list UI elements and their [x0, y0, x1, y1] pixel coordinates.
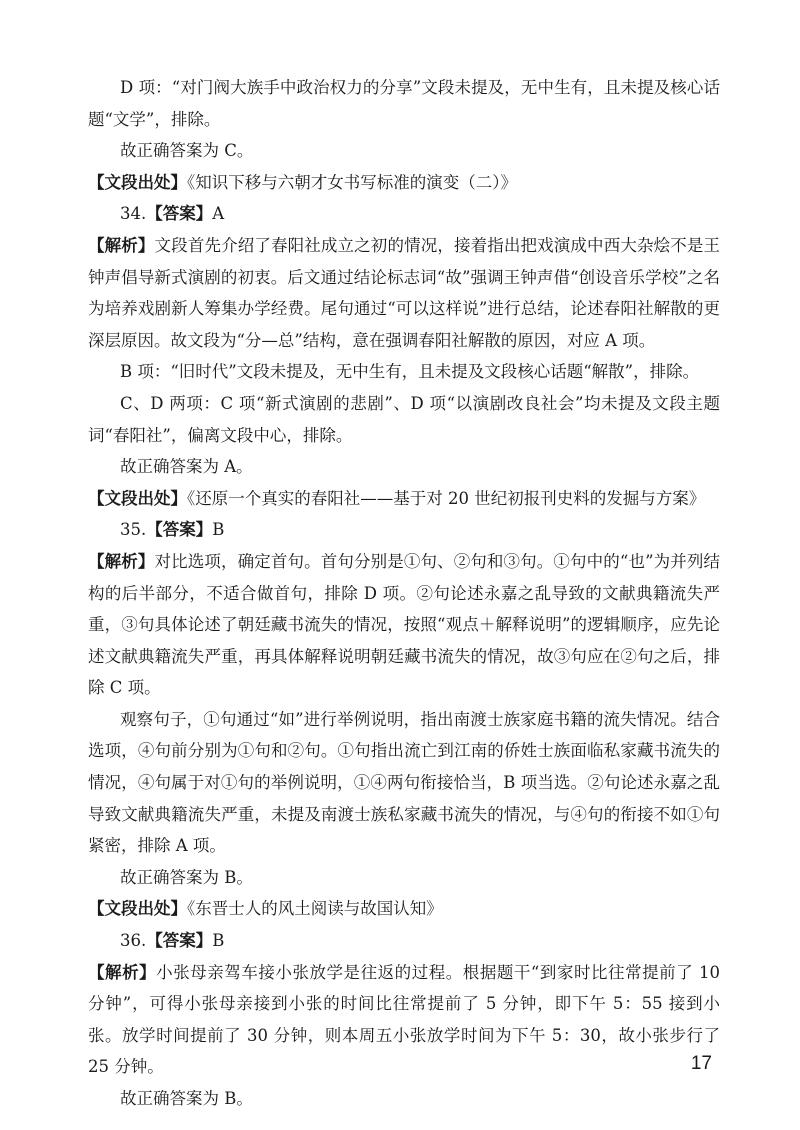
source-line — [88, 483, 720, 515]
page-number: 17 — [690, 1053, 712, 1074]
paragraph: 观察句子，①句通过“如”进行举例说明，指出南渡士族家庭书籍的流失情况。结合选项，④句前分别为①句和②句。①句指出流亡到江南的侨姓士族面临私家藏书流失的情况，④句属于对①句的举例说明，①④两句衔接恰当，B 项当选。②句论述永嘉之乱导致文献典籍流失严重，未提及南渡士族私家藏书流失的情况，与④句的衔接不如①句紧密，排除 A 项。 — [88, 709, 720, 856]
answer-label: 【答案】 — [146, 204, 213, 224]
paragraph: B 项：“旧时代”文段未提及，无中生有，且未提及文段核心话题“解散”，排除。 — [120, 362, 700, 382]
source-label: 【文段出处】 — [88, 899, 187, 919]
paragraph: 故正确答案为 B。 — [120, 1089, 253, 1108]
answer-value: A — [212, 204, 225, 224]
source-title: 《知识下移与六朝才女书写标准的演变（二）》 — [187, 172, 517, 192]
paragraph: D 项：“对门阀大族手中政治权力的分享”文段未提及，无中生有，且未提及核心话题“文学”，排除。 — [88, 78, 720, 129]
source-line — [88, 893, 720, 925]
answer-line — [88, 198, 720, 230]
analysis-text: 对比选项，确定首句。首句分别是①句、②句和③句。①句中的“也”为并列结构的后半部分，不适合做首句，排除 D 项。②句论述永嘉之乱导致的文献典籍流失严重，③句具体论述了朝廷藏书流失的情况，按照“观点＋解释说明”的逻辑顺序，应先论述文献典籍流失严重，再具体解释说明朝廷藏书流失的情况，故③句应在②句之后，排除 C 项。 — [88, 551, 721, 698]
analysis-paragraph — [88, 230, 720, 356]
question-number: 35. — [120, 520, 147, 540]
analysis-text: 小张母亲驾车接小张放学是往返的过程。根据题干“到家时比往常提前了 10 分钟”，可得小张母亲接到小张的时间比往常提前了 5 分钟，即下午 5：55 接到小张。放学时间提前了 30 分钟，则本周五小张放学时间为下午 5：30，故小张步行了 25 分钟。 — [88, 962, 721, 1077]
analysis-label: 【解析】 — [88, 235, 155, 255]
source-title: 《还原一个真实的春阳社——基于对 20 世纪初报刊史料的发掘与方案》 — [187, 488, 706, 508]
analysis-label: 【解析】 — [88, 962, 157, 982]
source-title: 《东晋士人的风土阅读与故国认知》 — [187, 899, 443, 919]
paragraph: 故正确答案为 B。 — [120, 867, 253, 887]
answer-value: B — [212, 931, 225, 951]
answer-label: 【答案】 — [146, 931, 213, 951]
document-body — [88, 72, 720, 1115]
source-label: 【文段出处】 — [88, 488, 187, 508]
question-number: 36. — [120, 931, 147, 951]
paragraph: 故正确答案为 A。 — [120, 457, 253, 477]
analysis-paragraph — [88, 546, 720, 704]
answer-line — [88, 925, 720, 957]
paragraph: C、D 两项：C 项“新式演剧的悲剧”、D 项“以演剧改良社会”均未提及文段主题词“春阳社”，偏离文段中心，排除。 — [88, 393, 720, 445]
answer-label: 【答案】 — [146, 520, 213, 540]
answer-value: B — [212, 520, 225, 540]
analysis-label: 【解析】 — [88, 551, 155, 571]
source-line — [88, 167, 720, 199]
question-number: 34. — [120, 204, 147, 224]
analysis-paragraph — [88, 957, 720, 1083]
source-label: 【文段出处】 — [88, 172, 187, 192]
paragraph: 故正确答案为 C。 — [120, 141, 254, 161]
analysis-text: 文段首先介绍了春阳社成立之初的情况，接着指出把戏演成中西大杂烩不是王钟声倡导新式演剧的初衷。后文通过结论标志词“故”强调王钟声借“创设音乐学校”之名为培养戏剧新人筹集办学经费。尾句通过“可以这样说”进行总结，论述春阳社解散的更深层原因。故文段为“分—总”结构，意在强调春阳社解散的原因，对应 A 项。 — [88, 235, 721, 350]
answer-line — [88, 514, 720, 546]
